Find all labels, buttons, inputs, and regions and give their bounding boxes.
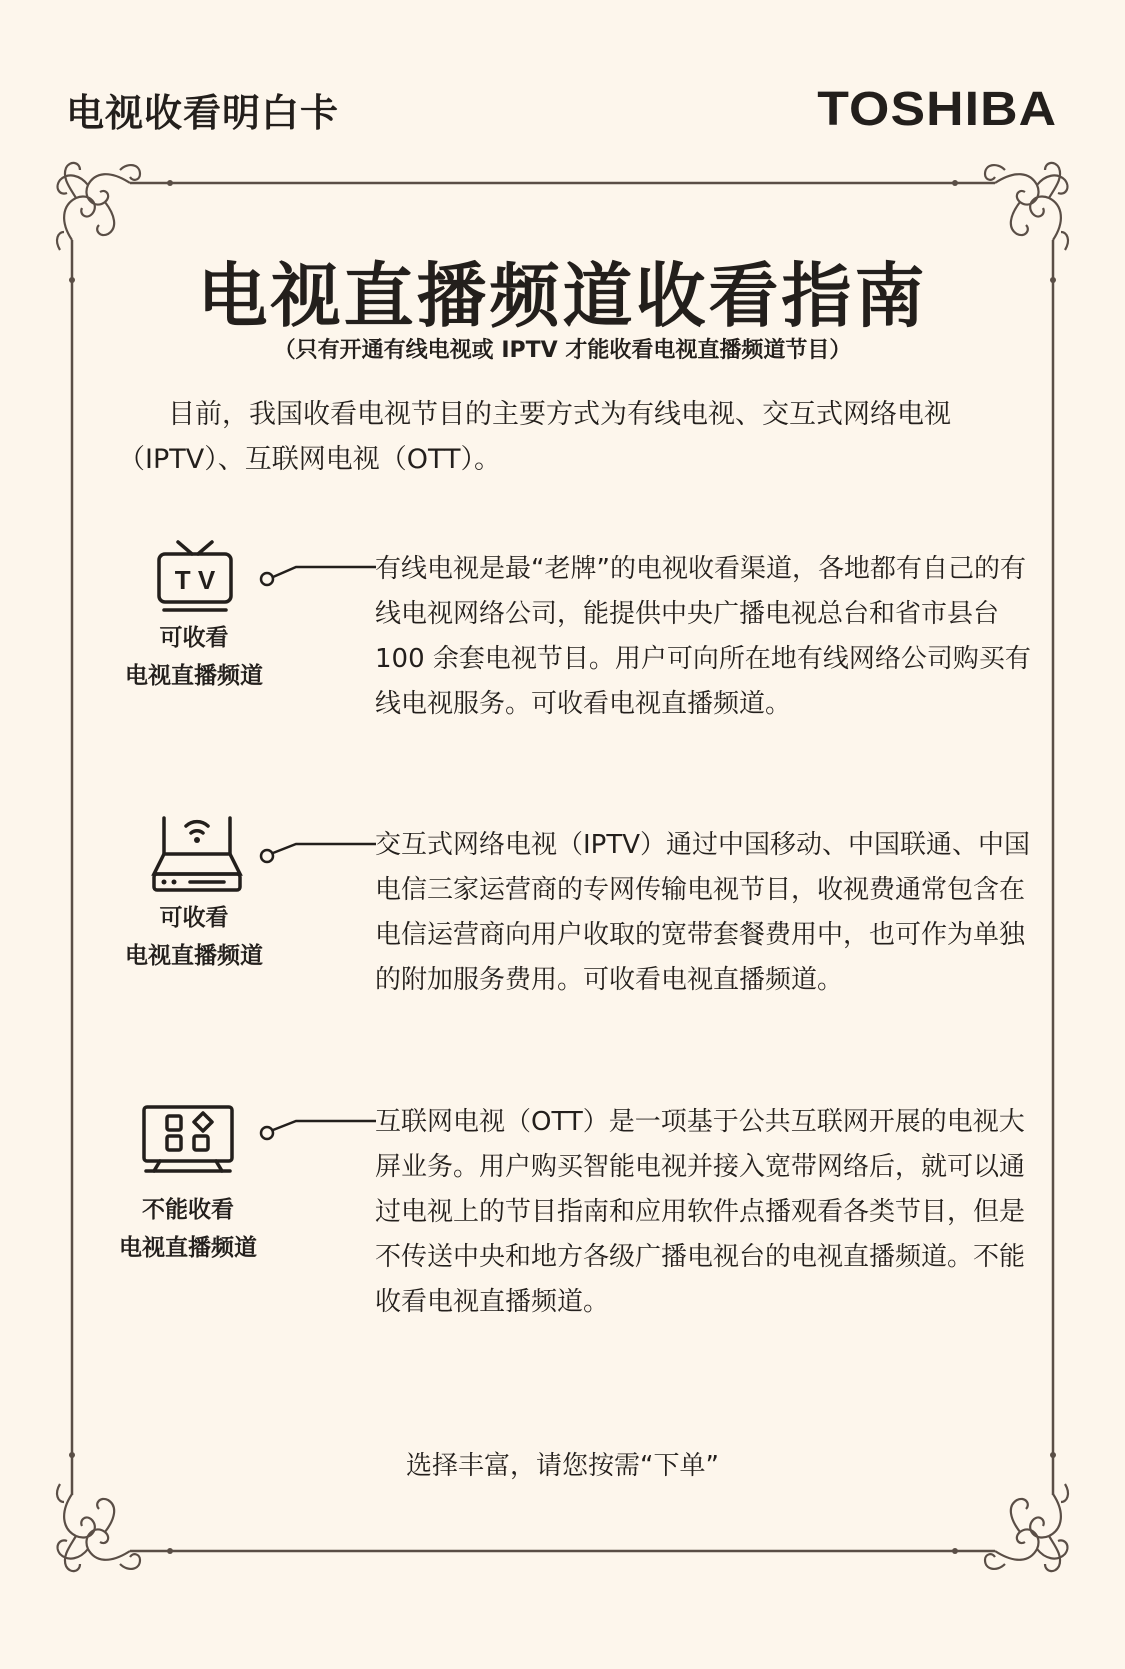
connector-line — [258, 838, 378, 868]
tv-icon — [150, 538, 240, 616]
section-text-iptv: 交互式网络电视（IPTV）通过中国移动、中国联通、中国电信三家运营商的专网传输电视节目，收视费通常包含在电信运营商向用户收取的宽带套餐费用中，也可作为单独的附加服务费用。可收看电视直播频道。 — [375, 830, 1031, 995]
corner-ornament-icon — [57, 163, 140, 250]
card-title: 电视收看明白卡 — [66, 91, 340, 135]
label-line: 可收看 — [159, 625, 229, 651]
label-line: 可收看 — [159, 905, 229, 931]
smart-tv-icon — [140, 1103, 236, 1177]
section-label-iptv — [94, 899, 294, 975]
section-text-ott: 互联网电视（OTT）是一项基于公共互联网开展的电视大屏业务。用户购买智能电视并接入宽带网络后，就可以通过电视上的节目指南和应用软件点播观看各类节目，但是不传送中央和地方各级广播电视台的电视直播频道。不能收看电视直播频道。 — [375, 1107, 1026, 1317]
label-line: 不能收看 — [142, 1197, 234, 1223]
label-line: 电视直播频道 — [125, 943, 263, 969]
brand-logo: TOSHIBA — [817, 83, 1057, 136]
section-label-cable — [94, 619, 294, 695]
subtitle: （只有开通有线电视或 IPTV 才能收看电视直播频道节目） — [273, 338, 852, 363]
router-icon — [150, 812, 244, 896]
section-text-cable: 有线电视是最“老牌”的电视收看渠道，各地都有自己的有线电视网络公司，能提供中央广播电视总台和省市县台100 余套电视节目。用户可向所在地有线网络公司购买有线电视服务。可收看电视直播频道。 — [375, 554, 1031, 719]
intro-paragraph: 目前，我国收看电视节目的主要方式为有线电视、交互式网络电视（IPTV）、互联网电视（OTT）。 — [118, 399, 951, 475]
label-line: 电视直播频道 — [119, 1235, 257, 1261]
footer-text: 选择丰富，请您按需“下单” — [406, 1451, 719, 1481]
section-label-ott — [88, 1191, 288, 1267]
svg-text:T V: T V — [174, 565, 216, 595]
main-title: 电视直播频道收看指南 — [197, 255, 928, 337]
label-line: 电视直播频道 — [125, 663, 263, 689]
connector-line — [258, 562, 378, 592]
connector-line — [258, 1115, 378, 1145]
